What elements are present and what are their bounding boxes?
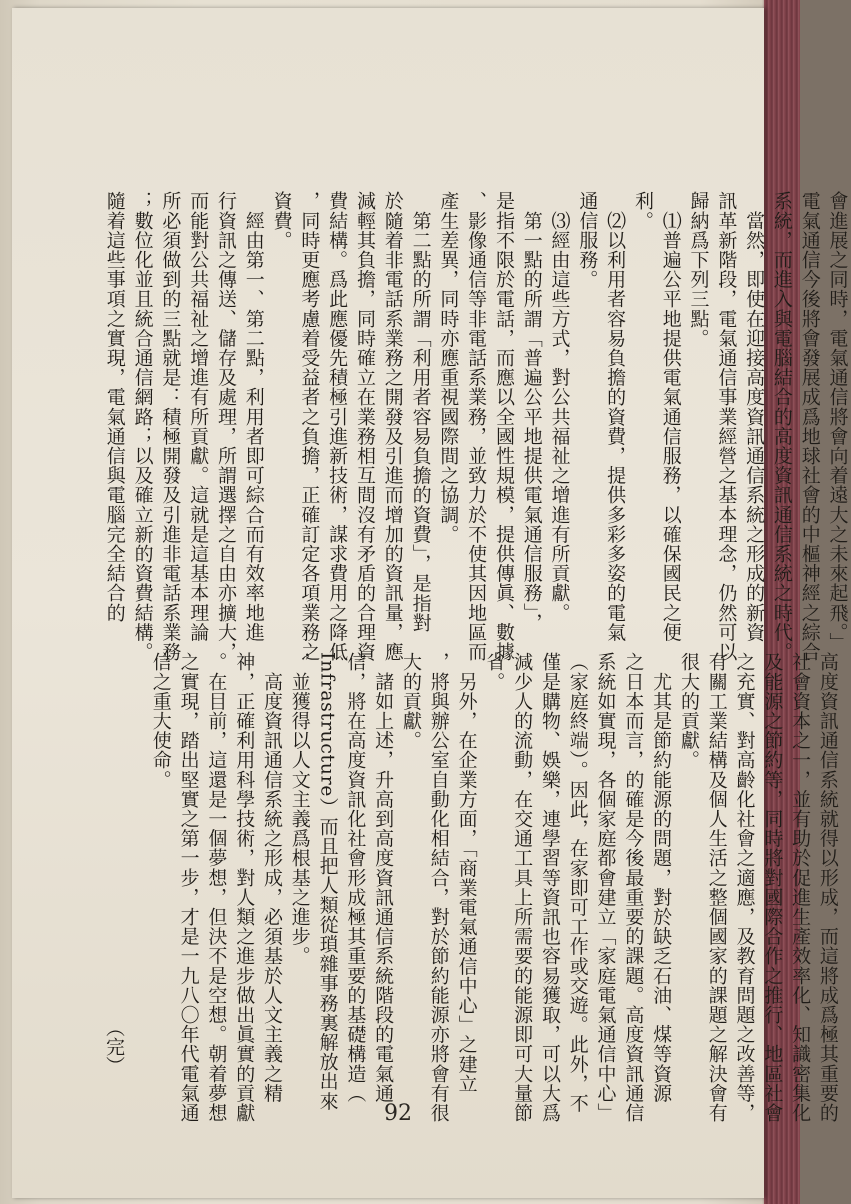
- text-column: 神，正確利用科學技術，對人類之進步做出眞實的貢獻: [233, 652, 256, 1123]
- text-column: ，將與辦公室自動化相結合，對於節約能源亦將會有很: [427, 652, 450, 1123]
- page-number: 92: [384, 1101, 412, 1126]
- text-column: Infrastructure）而且把人類從瑣雜事務裏解放出來: [316, 652, 339, 1111]
- text-column: 有關工業結構及個人生活之整個國家的課題之解決會有: [705, 652, 728, 1123]
- text-column: 產生差異，同時亦應重視國際間之協調。: [437, 191, 460, 544]
- text-column: 高度資訊通信系統就得以形成，而這將成爲極其重要的: [816, 652, 839, 1123]
- text-column: 是指不限於電話，而應以全國性規模，提供傳眞、數據: [492, 191, 515, 662]
- text-column: 之充實、對高齡化社會之適應，及教育問題之改善等，: [733, 652, 756, 1123]
- text-column: ，並獲得以人文主義爲根基之進步。: [288, 652, 311, 966]
- text-column: 及能源之節約等，同時將對國際合作之推行、地區社會: [761, 652, 784, 1123]
- text-column: 省。: [483, 652, 506, 692]
- text-column: 歸納爲下列三點。: [687, 191, 710, 348]
- text-column: 。在目前，這還是一個夢想，但決不是空想。朝着夢想: [205, 652, 228, 1123]
- text-column: 很大的貢獻。: [677, 652, 700, 770]
- text-column: 會進展之同時，電氣通信將會向着遠大之未來起飛。」: [826, 191, 849, 652]
- text-column: 第二點的所謂「利用者容易負擔的資費」，是指對: [409, 191, 432, 633]
- text-column: 信之重大使命。: [149, 652, 172, 790]
- text-column: 訊革新階段，電氣通信事業經營之基本理念，仍然可以: [715, 191, 738, 662]
- text-column: 利。: [631, 191, 654, 231]
- text-column: 通信服務。: [576, 191, 599, 289]
- end-mark: （完）: [103, 1018, 125, 1075]
- text-column: 費結構。爲此應優先積極引進新技術，謀求費用之降低: [326, 191, 349, 662]
- text-column: 尤其是節約能源的問題，對於缺乏石油、煤等資源: [650, 652, 673, 1103]
- text-column: 減少人的流動，在交通工具上所需要的能源即可大量節: [511, 652, 534, 1123]
- text-column: 行資訊之傳送、儲存及處理，所謂選擇之自由亦擴大，: [214, 191, 237, 662]
- text-column: 系統，而進入與電腦結合的高度資訊通信系統之時代。: [770, 191, 793, 662]
- text-column: 而能對公共福祉之增進有所貢獻。這就是這基本理論: [187, 191, 210, 642]
- text-column: ，同時更應考慮着受益者之負擔，正確訂定各項業務之: [298, 191, 321, 662]
- text-column: ；數位化並且統合通信網路；以及確立新的資費結構。: [131, 191, 154, 662]
- text-column: 第一點的所謂「普遍公平地提供電氣通信服務」，: [520, 191, 543, 633]
- text-column: 社會資本之一，並有助於促進生產效率化、知識密集化: [789, 652, 812, 1123]
- text-column: 之實現，踏出堅實之第一步，才是一九八〇年代電氣通: [177, 652, 200, 1123]
- text-column: 另外，在企業方面，「商業電氣通信中心」之建立: [455, 652, 478, 1094]
- text-column: ⑴普遍公平地提供電氣通信服務，以確保國民之便: [659, 191, 682, 642]
- text-column: 諸如上述，升高到高度資訊通信系統階段的電氣通: [372, 652, 395, 1103]
- text-column: （家庭終端）。因此，在家即可工作或交遊。此外，不: [566, 652, 589, 1113]
- text-column: 電氣通信今後將會發展成爲地球社會的中樞神經之綜合: [798, 191, 821, 662]
- text-column: 隨着這些事項之實現，電氣通信與電腦完全結合的: [103, 191, 126, 623]
- upper-text-block: [100, 191, 851, 662]
- text-column: 高度資訊通信系統之形成，必須基於人文主義之精: [260, 652, 283, 1103]
- text-column: 經由第一、第二點，利用者即可綜合而有效率地進: [242, 191, 265, 642]
- text-column: 系統如實現，各個家庭都會建立「家庭電氣通信中心」: [594, 652, 617, 1123]
- text-column: 信，將在高度資訊化社會形成極其重要的基礎構造（: [344, 652, 367, 1103]
- text-column: 於隨着非電話系業務之開發及引進而增加的資訊量，應: [381, 191, 404, 662]
- text-column: 所必須做到的三點就是：積極開發及引進非電話系業務: [159, 191, 182, 662]
- text-column: 僅是購物、娛樂，連學習等資訊也容易獲取，可以大爲: [538, 652, 561, 1123]
- text-column: ⑵以利用者容易負擔的資費，提供多彩多姿的電氣: [604, 191, 627, 642]
- text-column: 大的貢獻。: [399, 652, 422, 750]
- text-column: 、影像通信等非電話系業務，並致力於不使其因地區而: [465, 191, 488, 662]
- text-column: 減輕其負擔，同時確立在業務相互間沒有矛盾的合理資: [353, 191, 376, 662]
- text-column: ⑶經由這些方式，對公共福祉之增進有所貢獻。: [548, 191, 571, 623]
- text-column: 當然，即使在迎接高度資訊通信系統之形成的新資: [743, 191, 766, 642]
- text-column: 資費。: [270, 191, 293, 250]
- book-page: [12, 8, 849, 1198]
- text-column: 之日本而言，的確是今後最重要的課題。高度資訊通信: [622, 652, 645, 1123]
